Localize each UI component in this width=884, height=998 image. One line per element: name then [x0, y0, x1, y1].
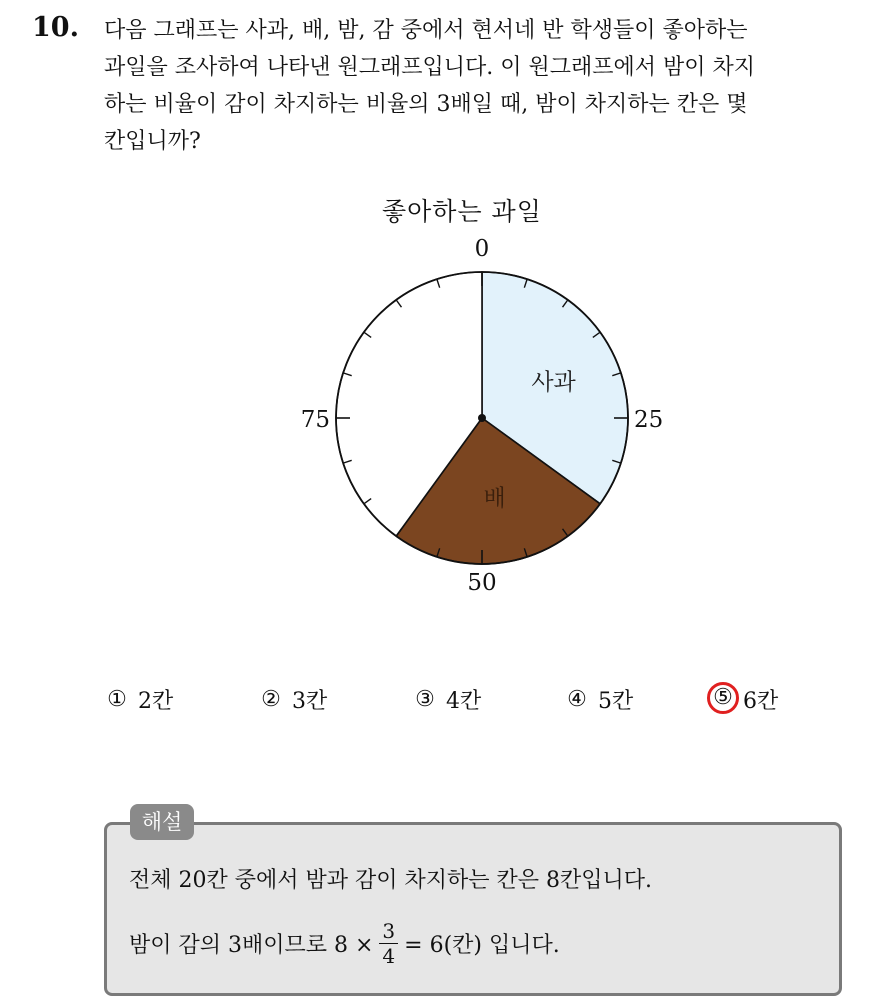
fraction-denominator: 4	[382, 943, 396, 968]
fraction-numerator: 3	[379, 919, 398, 944]
choice-1-label: 2칸	[138, 689, 174, 714]
pie-tick-label-0: 0	[474, 236, 490, 262]
choice-2-mark: ②	[261, 687, 281, 712]
question-line-2: 과일을 조사하여 나타낸 원그래프입니다. 이 원그래프에서 밤이 차지	[104, 55, 756, 80]
choice-1[interactable]	[104, 684, 173, 715]
question-line-4: 칸입니까?	[104, 129, 201, 154]
choice-4[interactable]	[564, 684, 633, 715]
question-text	[104, 12, 864, 160]
chart-title: 좋아하는 과일	[382, 197, 542, 226]
choice-4-mark: ④	[567, 687, 587, 712]
question-line-3: 하는 비율이 감이 차지하는 비율의 3배일 때, 밤이 차지하는 칸은 몇	[104, 92, 748, 117]
explanation-line-2	[129, 911, 560, 975]
pie-tick-label-75: 75	[300, 407, 330, 433]
pie-chart	[280, 238, 680, 608]
question-number: 10.	[32, 12, 79, 43]
explanation-line-1: 전체 20칸 중에서 밤과 감이 차지하는 칸은 8칸입니다.	[129, 868, 652, 893]
fraction	[379, 919, 398, 968]
pie-slice-label-사과: 사과	[531, 369, 576, 396]
choice-3[interactable]	[412, 684, 481, 715]
choice-4-label: 5칸	[598, 689, 634, 714]
answer-choices	[104, 684, 824, 724]
explanation-line-2-prefix: 밤이 감의 3배이므로 8 ×	[129, 932, 374, 958]
choice-2[interactable]	[258, 684, 327, 715]
explanation-line-2-suffix: = 6(칸) 입니다.	[404, 932, 560, 958]
question-line-1: 다음 그래프는 사과, 배, 밤, 감 중에서 현서네 반 학생들이 좋아하는	[104, 18, 748, 43]
choice-5-mark: ⑤	[707, 682, 739, 714]
choice-3-mark: ③	[415, 687, 435, 712]
choice-2-label: 3칸	[292, 689, 328, 714]
pie-tick-label-25: 25	[634, 407, 664, 433]
explanation-box	[104, 822, 842, 996]
pie-tick-label-50: 50	[467, 570, 497, 596]
choice-1-mark: ①	[107, 687, 127, 712]
choice-5-label: 6칸	[743, 689, 779, 714]
explanation-tab: 해설	[130, 804, 194, 840]
choice-5[interactable]	[710, 684, 778, 715]
choice-3-label: 4칸	[446, 689, 482, 714]
pie-slice-label-배: 배	[483, 485, 506, 512]
pie-center-dot	[478, 414, 486, 422]
